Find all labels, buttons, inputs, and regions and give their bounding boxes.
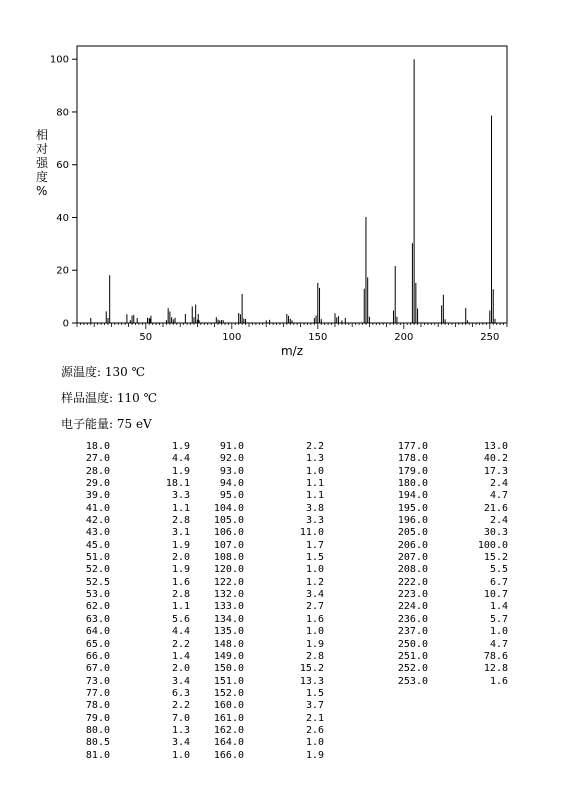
peak-table-row (60, 564, 190, 576)
peak-table-row (378, 478, 508, 490)
x-tick-label: 50 (139, 332, 153, 343)
mz-value: 64.0 (85, 626, 110, 638)
y-tick-label: 0 (62, 318, 69, 330)
relative-intensity-value: 1.3 (171, 724, 190, 736)
relative-intensity-value: 100.0 (477, 539, 508, 551)
relative-intensity-value: 1.9 (171, 539, 190, 551)
relative-intensity-value: 1.0 (305, 737, 324, 749)
peak-table-row (60, 515, 190, 527)
relative-intensity-value: 3.8 (305, 502, 324, 514)
relative-intensity-value: 1.1 (171, 601, 190, 613)
mz-value: 162.0 (213, 724, 244, 736)
peak-table-row (378, 503, 508, 515)
y-axis-label-char: 度 (36, 170, 49, 184)
peak-table-row (194, 589, 324, 601)
mz-value: 43.0 (85, 527, 110, 539)
peak-table-column-1 (60, 441, 190, 762)
peak-table-row (60, 725, 190, 737)
mz-value: 205.0 (397, 527, 428, 539)
relative-intensity-value: 3.7 (305, 700, 324, 712)
peak-table-row (378, 626, 508, 638)
relative-intensity-value: 3.4 (305, 589, 324, 601)
relative-intensity-value: 1.0 (171, 749, 190, 761)
mz-value: 236.0 (397, 613, 428, 625)
mz-value: 62.0 (85, 601, 110, 613)
relative-intensity-value: 3.4 (171, 675, 190, 687)
mz-value: 196.0 (397, 515, 428, 527)
relative-intensity-value: 10.7 (483, 589, 508, 601)
mz-value: 224.0 (397, 601, 428, 613)
relative-intensity-value: 1.9 (171, 564, 190, 576)
relative-intensity-value: 15.2 (299, 663, 324, 675)
relative-intensity-value: 1.5 (305, 687, 324, 699)
mass-spectrum-chart (0, 0, 570, 360)
peak-table-row (378, 441, 508, 453)
mz-value: 135.0 (213, 626, 244, 638)
mz-value: 63.0 (85, 613, 110, 625)
y-axis-label (36, 128, 50, 198)
relative-intensity-value: 2.6 (305, 724, 324, 736)
peak-table-row (60, 453, 190, 465)
mz-value: 179.0 (397, 465, 428, 477)
x-tick-label: 100 (222, 332, 242, 343)
peak-table-row (194, 515, 324, 527)
relative-intensity-value: 1.0 (305, 564, 324, 576)
mz-value: 105.0 (213, 515, 244, 527)
relative-intensity-value: 1.1 (305, 490, 324, 502)
mz-value: 107.0 (213, 539, 244, 551)
x-axis-label: m/z (280, 344, 304, 358)
mz-value: 133.0 (213, 601, 244, 613)
relative-intensity-value: 1.5 (305, 552, 324, 564)
y-axis-label-char: 强 (36, 156, 49, 170)
relative-intensity-value: 2.7 (305, 601, 324, 613)
sample-temperature: 样品温度: 110 ℃ (61, 391, 158, 405)
mz-value: 28.0 (85, 465, 110, 477)
peak-table-row (378, 490, 508, 502)
peak-table-row (60, 700, 190, 712)
peak-table-row (194, 478, 324, 490)
relative-intensity-value: 2.1 (305, 712, 324, 724)
relative-intensity-value: 1.9 (305, 749, 324, 761)
peak-table-row (378, 676, 508, 688)
peak-table-column-2 (194, 441, 324, 762)
peak-table-row (378, 466, 508, 478)
relative-intensity-value: 5.5 (489, 564, 508, 576)
relative-intensity-value: 2.8 (171, 589, 190, 601)
peak-table-row (60, 713, 190, 725)
x-axis (77, 323, 507, 343)
peak-table-row (194, 639, 324, 651)
mz-value: 65.0 (85, 638, 110, 650)
peak-table-row (378, 515, 508, 527)
mz-value: 80.0 (85, 724, 110, 736)
relative-intensity-value: 2.0 (171, 663, 190, 675)
relative-intensity-value: 3.3 (171, 490, 190, 502)
peak-table-row (378, 601, 508, 613)
mz-value: 108.0 (213, 552, 244, 564)
mz-value: 95.0 (219, 490, 244, 502)
relative-intensity-value: 2.8 (305, 650, 324, 662)
relative-intensity-value: 18.1 (165, 478, 190, 490)
relative-intensity-value: 3.3 (305, 515, 324, 527)
relative-intensity-value: 13.3 (299, 675, 324, 687)
mz-value: 237.0 (397, 626, 428, 638)
mz-value: 208.0 (397, 564, 428, 576)
relative-intensity-value: 13.0 (483, 441, 508, 452)
mz-value: 92.0 (219, 453, 244, 465)
peak-table-row (194, 651, 324, 663)
peak-table-row (60, 490, 190, 502)
peak-table-row (194, 750, 324, 762)
relative-intensity-value: 1.6 (171, 576, 190, 588)
peak-table-row (194, 564, 324, 576)
mz-value: 166.0 (213, 749, 244, 761)
mz-value: 251.0 (397, 650, 428, 662)
relative-intensity-value: 1.3 (305, 453, 324, 465)
mz-value: 149.0 (213, 650, 244, 662)
peak-table-row (60, 663, 190, 675)
relative-intensity-value: 78.6 (483, 650, 508, 662)
peak-table-row (60, 540, 190, 552)
peak-table-row (60, 601, 190, 613)
mz-value: 206.0 (397, 539, 428, 551)
peak-table-row (194, 527, 324, 539)
relative-intensity-value: 11.0 (299, 527, 324, 539)
mz-value: 52.5 (85, 576, 110, 588)
relative-intensity-value: 1.4 (489, 601, 508, 613)
peak-table-row (378, 564, 508, 576)
peak-table-column-3 (378, 441, 508, 688)
peak-table-row (194, 503, 324, 515)
peak-table-row (378, 651, 508, 663)
mz-value: 18.0 (85, 441, 110, 452)
plot-frame (77, 46, 507, 323)
peak-table-row (194, 614, 324, 626)
mz-value: 79.0 (85, 712, 110, 724)
peak-table-row (194, 688, 324, 700)
relative-intensity-value: 1.9 (171, 441, 190, 452)
relative-intensity-value: 6.7 (489, 576, 508, 588)
relative-intensity-value: 4.4 (171, 626, 190, 638)
relative-intensity-value: 1.2 (305, 576, 324, 588)
y-tick-label: 20 (56, 265, 69, 277)
relative-intensity-value: 2.8 (171, 515, 190, 527)
mz-value: 120.0 (213, 564, 244, 576)
x-tick-label: 200 (394, 332, 414, 343)
y-tick-label: 100 (49, 54, 69, 66)
mz-value: 195.0 (397, 502, 428, 514)
peak-table-row (60, 651, 190, 663)
peak-table-row (60, 527, 190, 539)
relative-intensity-value: 4.7 (489, 638, 508, 650)
relative-intensity-value: 1.4 (171, 650, 190, 662)
peak-table-row (60, 688, 190, 700)
mz-value: 180.0 (397, 478, 428, 490)
mz-value: 207.0 (397, 552, 428, 564)
mz-value: 73.0 (85, 675, 110, 687)
relative-intensity-value: 17.3 (483, 465, 508, 477)
relative-intensity-value: 2.2 (171, 700, 190, 712)
relative-intensity-value: 3.4 (171, 737, 190, 749)
mz-value: 78.0 (85, 700, 110, 712)
relative-intensity-value: 7.0 (171, 712, 190, 724)
mz-value: 53.0 (85, 589, 110, 601)
mz-value: 150.0 (213, 663, 244, 675)
mz-value: 93.0 (219, 465, 244, 477)
relative-intensity-value: 2.4 (489, 478, 508, 490)
relative-intensity-value: 2.2 (305, 441, 324, 452)
mz-value: 122.0 (213, 576, 244, 588)
relative-intensity-value: 1.6 (489, 675, 508, 687)
peak-table-row (194, 453, 324, 465)
relative-intensity-value: 6.3 (171, 687, 190, 699)
relative-intensity-value: 15.2 (483, 552, 508, 564)
relative-intensity-value: 4.4 (171, 453, 190, 465)
peak-table-row (378, 453, 508, 465)
mz-value: 39.0 (85, 490, 110, 502)
peak-table-row (194, 663, 324, 675)
peak-table-row (194, 577, 324, 589)
relative-intensity-value: 5.6 (171, 613, 190, 625)
peak-table-row (378, 589, 508, 601)
relative-intensity-value: 4.7 (489, 490, 508, 502)
relative-intensity-value: 1.1 (305, 478, 324, 490)
electron-energy: 电子能量: 75 eV (61, 417, 152, 431)
relative-intensity-value: 12.8 (483, 663, 508, 675)
peak-table-row (60, 750, 190, 762)
x-tick-label: 150 (308, 332, 328, 343)
mz-value: 132.0 (213, 589, 244, 601)
mz-value: 67.0 (85, 663, 110, 675)
y-axis-label-char: % (36, 184, 48, 198)
peak-table-row (378, 540, 508, 552)
peak-table-row (194, 466, 324, 478)
peak-table-row (60, 552, 190, 564)
peak-table-row (194, 626, 324, 638)
peak-table-row (194, 552, 324, 564)
peak-table-row (194, 441, 324, 453)
relative-intensity-value: 2.0 (171, 552, 190, 564)
mz-value: 106.0 (213, 527, 244, 539)
peak-table-row (378, 639, 508, 651)
mz-value: 222.0 (397, 576, 428, 588)
relative-intensity-value: 1.1 (171, 502, 190, 514)
mz-value: 45.0 (85, 539, 110, 551)
peak-table-row (378, 527, 508, 539)
mz-value: 51.0 (85, 552, 110, 564)
peak-table-row (194, 601, 324, 613)
mz-value: 177.0 (397, 441, 428, 452)
peak-table-row (60, 478, 190, 490)
peak-table-row (60, 441, 190, 453)
peak-table-row (378, 663, 508, 675)
relative-intensity-value: 2.4 (489, 515, 508, 527)
mz-value: 194.0 (397, 490, 428, 502)
mz-value: 178.0 (397, 453, 428, 465)
relative-intensity-value: 1.0 (305, 626, 324, 638)
peak-table-row (378, 614, 508, 626)
mz-value: 29.0 (85, 478, 110, 490)
relative-intensity-value: 1.9 (305, 638, 324, 650)
mz-value: 160.0 (213, 700, 244, 712)
y-axis (50, 55, 77, 330)
peak-table-row (194, 725, 324, 737)
relative-intensity-value: 1.0 (489, 626, 508, 638)
mz-value: 27.0 (85, 453, 110, 465)
mz-value: 66.0 (85, 650, 110, 662)
relative-intensity-value: 30.3 (483, 527, 508, 539)
peak-table-row (378, 552, 508, 564)
mz-value: 52.0 (85, 564, 110, 576)
peak-table-row (60, 589, 190, 601)
relative-intensity-value: 21.6 (483, 502, 508, 514)
mz-value: 80.5 (85, 737, 110, 749)
mz-value: 250.0 (397, 638, 428, 650)
relative-intensity-value: 1.7 (305, 539, 324, 551)
mz-value: 161.0 (213, 712, 244, 724)
relative-intensity-value: 40.2 (483, 453, 508, 465)
mz-value: 164.0 (213, 737, 244, 749)
peak-table-row (60, 614, 190, 626)
relative-intensity-value: 3.1 (171, 527, 190, 539)
mz-value: 148.0 (213, 638, 244, 650)
peak-table-row (194, 700, 324, 712)
y-axis-label-char: 对 (36, 142, 49, 156)
peak-table-row (194, 737, 324, 749)
y-tick-label: 80 (56, 107, 69, 119)
relative-intensity-value: 1.0 (305, 465, 324, 477)
peak-table-row (194, 490, 324, 502)
mz-value: 152.0 (213, 687, 244, 699)
y-tick-label: 40 (56, 212, 69, 224)
relative-intensity-value: 1.6 (305, 613, 324, 625)
mz-value: 151.0 (213, 675, 244, 687)
mz-value: 94.0 (219, 478, 244, 490)
peak-table-row (194, 540, 324, 552)
y-tick-label: 60 (56, 160, 69, 172)
peak-table-row (194, 676, 324, 688)
peak-table-row (194, 713, 324, 725)
peak-table-row (60, 639, 190, 651)
peak-table-row (60, 737, 190, 749)
peak-table-row (60, 626, 190, 638)
peak-table-row (60, 466, 190, 478)
relative-intensity-value: 1.9 (171, 465, 190, 477)
mz-value: 104.0 (213, 502, 244, 514)
mz-value: 134.0 (213, 613, 244, 625)
mz-value: 41.0 (85, 502, 110, 514)
peak-table-row (378, 577, 508, 589)
mz-value: 223.0 (397, 589, 428, 601)
relative-intensity-value: 5.7 (489, 613, 508, 625)
peak-table-row (60, 676, 190, 688)
mz-value: 42.0 (85, 515, 110, 527)
mz-value: 252.0 (397, 663, 428, 675)
mz-value: 77.0 (85, 687, 110, 699)
mz-value: 81.0 (85, 749, 110, 761)
mz-value: 91.0 (219, 441, 244, 452)
peak-table-row (60, 577, 190, 589)
peak-bars (91, 59, 495, 323)
source-temperature: 源温度: 130 ℃ (61, 365, 146, 379)
y-axis-label-char: 相 (36, 128, 49, 142)
peak-table-row (60, 503, 190, 515)
relative-intensity-value: 2.2 (171, 638, 190, 650)
mz-value: 253.0 (397, 675, 428, 687)
x-tick-label: 250 (480, 332, 500, 343)
